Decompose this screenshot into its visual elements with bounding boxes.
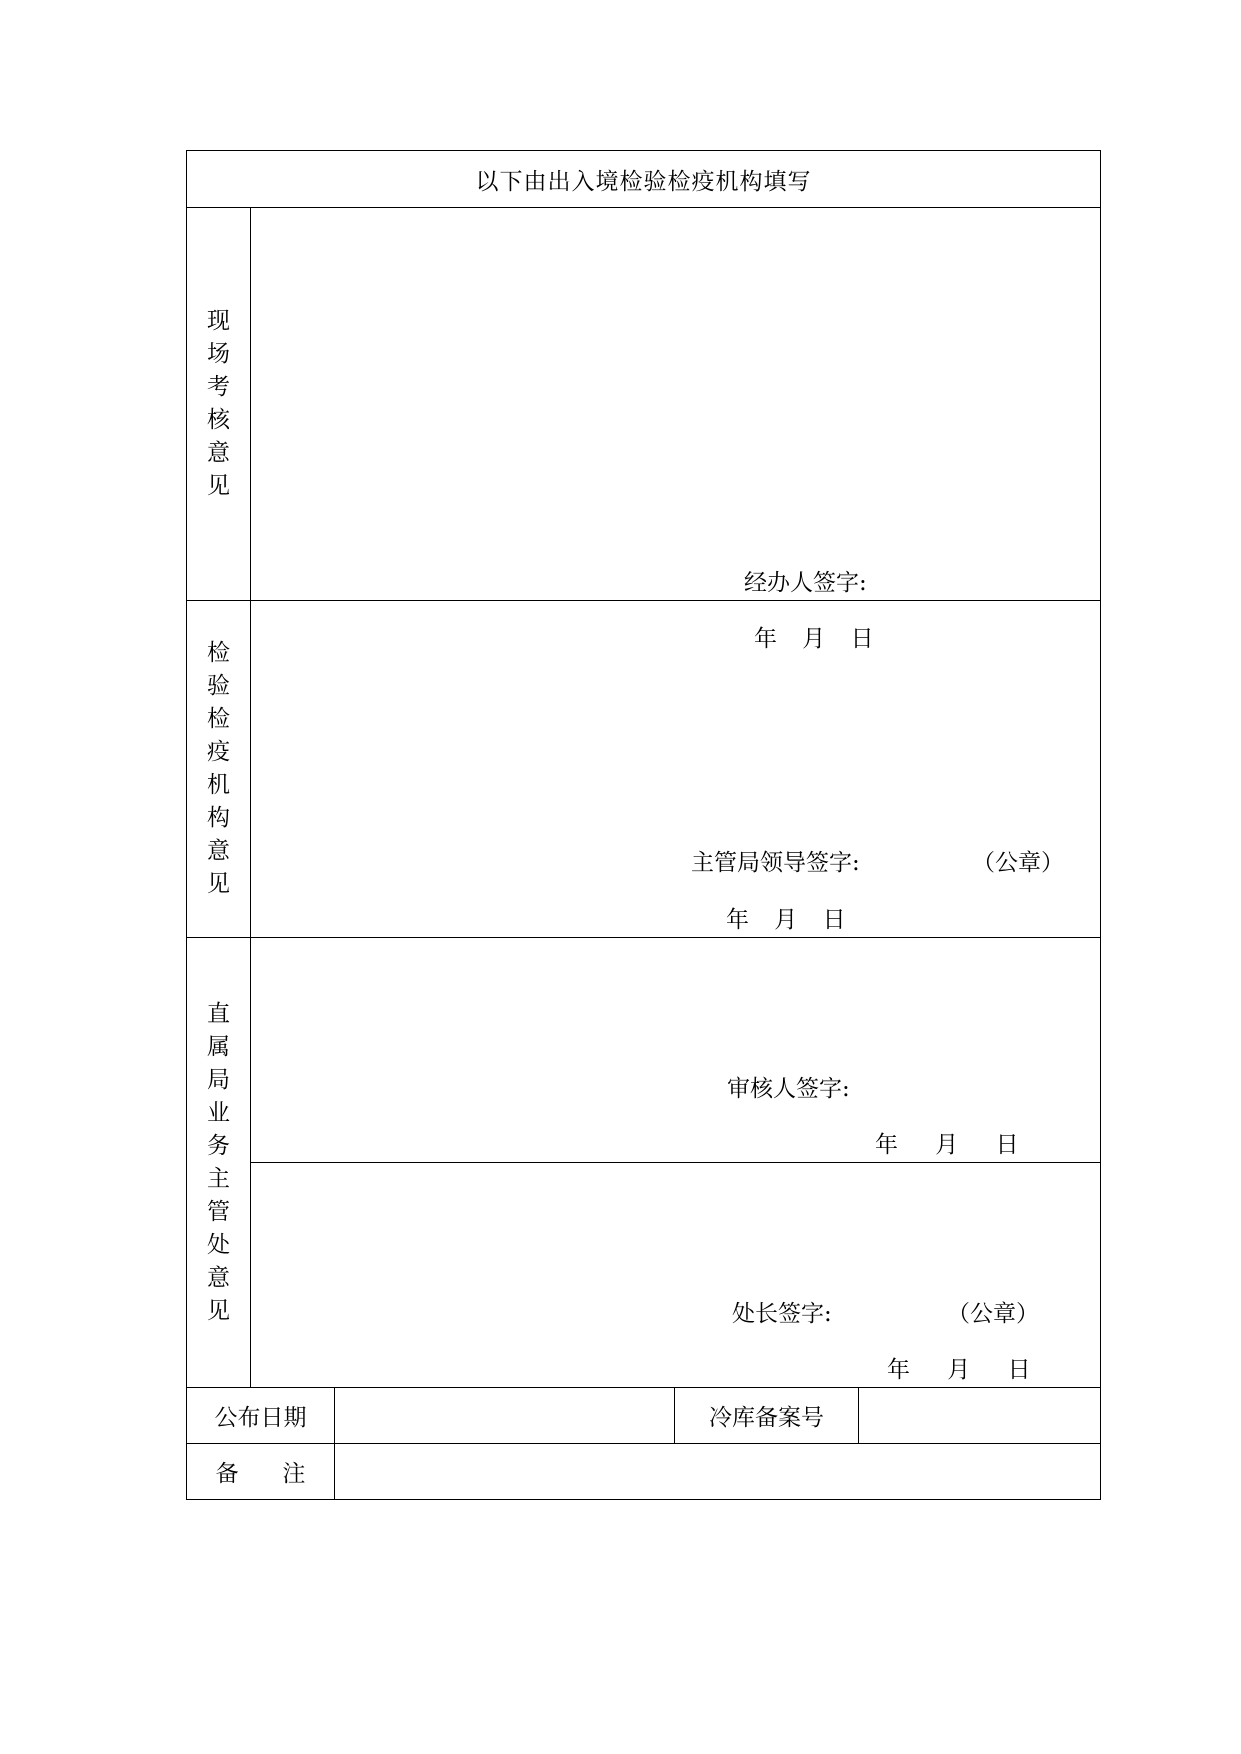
- site-review-row: [187, 208, 1101, 601]
- inspection-agency-opinion-area[interactable]: [251, 601, 1101, 938]
- reviewer-date: 年 月 日: [875, 1132, 1019, 1158]
- form-section-title: 以下由出入境检验检疫机构填写: [187, 151, 1101, 208]
- director-opinion-area[interactable]: [251, 1163, 1101, 1388]
- direct-bureau-label: 直属局业务主管处意见: [207, 1000, 230, 1324]
- approval-form-table: [186, 150, 1101, 1500]
- site-review-label: 现场考核意见: [207, 308, 230, 499]
- inspection-agency-row: [187, 601, 1101, 938]
- direct-bureau-label-cell: [187, 938, 251, 1388]
- publish-date-field[interactable]: [335, 1388, 675, 1444]
- director-signature-label: 处长签字:: [732, 1301, 832, 1327]
- inspection-agency-label: 检验检疫机构意见: [207, 640, 230, 897]
- cold-storage-record-field[interactable]: [859, 1388, 1101, 1444]
- bureau-leader-signature-label: 主管局领导签字:: [691, 850, 860, 876]
- site-review-opinion-area[interactable]: [251, 208, 1101, 652]
- director-seal-label: （公章）: [947, 1301, 1039, 1327]
- official-seal-label: （公章）: [972, 850, 1064, 876]
- reviewer-opinion-area[interactable]: [251, 938, 1101, 1163]
- header-row: [187, 151, 1101, 208]
- remarks-row: [187, 1444, 1101, 1500]
- direct-bureau-reviewer-row: [187, 938, 1101, 1163]
- bureau-leader-date: 年 月 日: [726, 907, 846, 933]
- handler-date: 年 月 日: [754, 626, 874, 652]
- direct-bureau-director-row: [187, 1163, 1101, 1388]
- publish-date-row: [187, 1388, 1101, 1444]
- cold-storage-record-label: 冷库备案号: [675, 1388, 859, 1444]
- inspection-agency-label-cell: [187, 601, 251, 938]
- remarks-field[interactable]: [335, 1444, 1101, 1500]
- remarks-label: 备 注: [187, 1444, 335, 1500]
- reviewer-signature-label: 审核人签字:: [727, 1076, 850, 1102]
- publish-date-label: 公布日期: [187, 1388, 335, 1444]
- site-review-label-cell: [187, 208, 251, 601]
- director-date: 年 月 日: [887, 1357, 1031, 1383]
- handler-signature-label: 经办人签字:: [744, 570, 867, 596]
